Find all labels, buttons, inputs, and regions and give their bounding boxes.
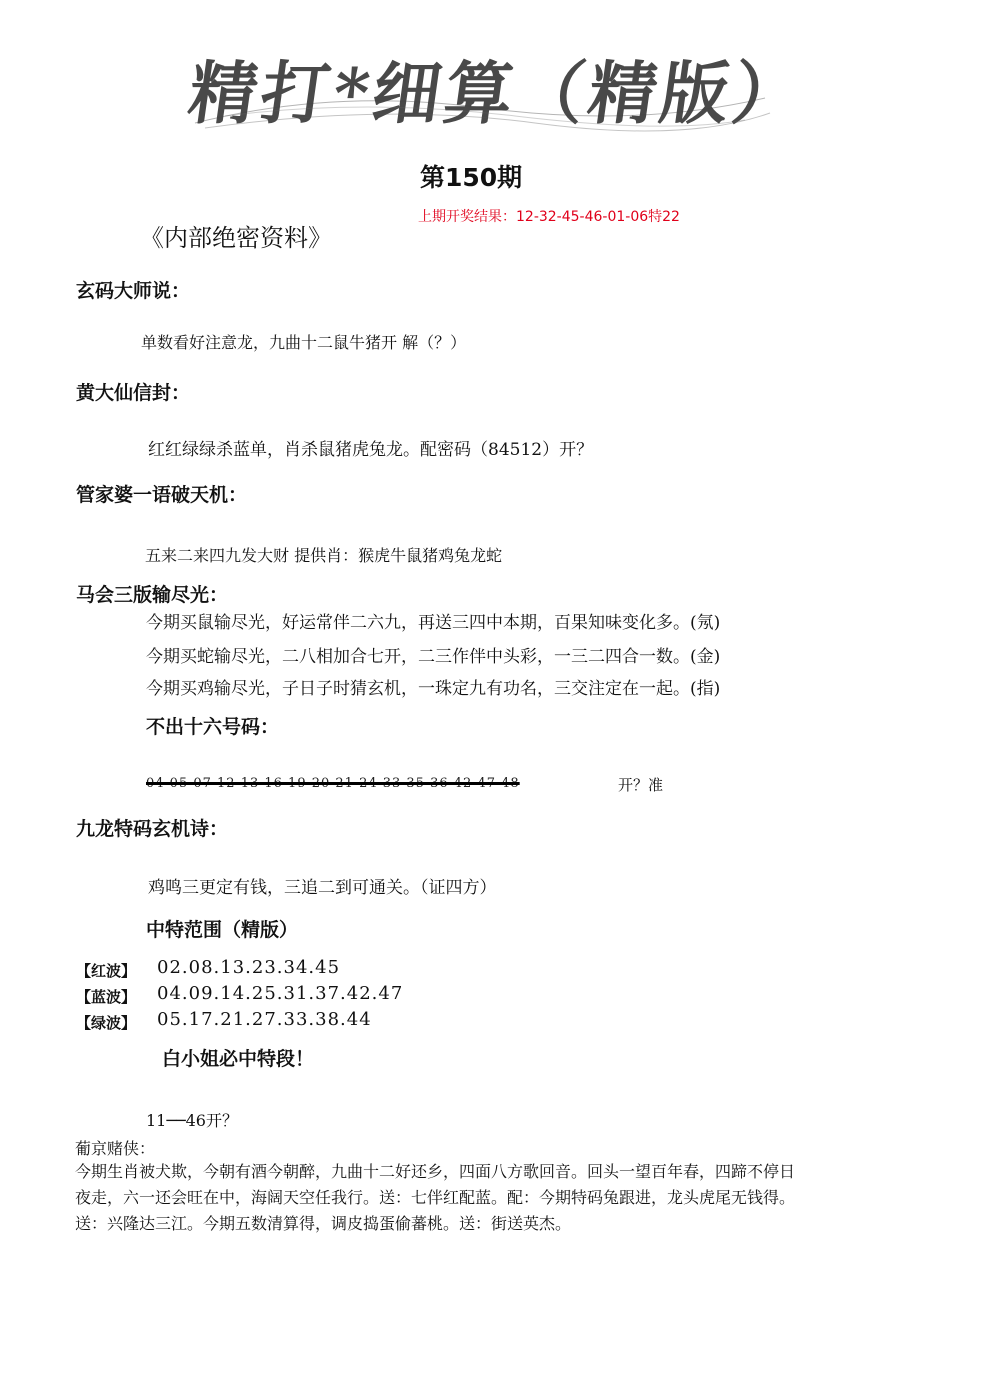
excluded-numbers: 04 05 07 12 13 16 19 20 21 24 33 35 36 42 47 48 bbox=[146, 776, 520, 791]
section-heading-fanwei: 中特范围（精版） bbox=[146, 919, 299, 941]
section-text-baixiaojie: 11──46开？ bbox=[146, 1111, 238, 1130]
wave-label-green: 【绿波】 bbox=[76, 1014, 137, 1032]
section-heading-mahui: 马会三版输尽光： bbox=[76, 584, 229, 606]
pujing-line: 夜走，六一还会旺在中，海阔天空任我行。送：七伴红配蓝。配：今期特码兔跟进，龙头虎尾无钱得。 bbox=[75, 1188, 796, 1207]
banner-scribble-decoration bbox=[185, 28, 775, 138]
section-heading-buchu: 不出十六号码： bbox=[146, 716, 280, 738]
section-heading-baixiaojie: 白小姐必中特段！ bbox=[162, 1048, 315, 1070]
pujing-line: 今期生肖被犬欺，今朝有酒今朝醉，九曲十二好还乡，四面八方歌回音。回头一望百年春，四蹄不停日 bbox=[75, 1162, 796, 1181]
wave-numbers-blue: 04.09.14.25.31.37.42.47 bbox=[157, 983, 404, 1004]
mahui-line: 今期买蛇输尽光，二八相加合七开，二三作伴中头彩，一三二四合一数。(金) bbox=[146, 647, 721, 667]
issue-number: 第150期 bbox=[420, 163, 523, 192]
section-text-huangdaxian: 红红绿绿杀蓝单，肖杀鼠猪虎兔龙。配密码（84512）开？ bbox=[148, 440, 594, 460]
document-title: 《内部绝密资料》 bbox=[140, 224, 332, 252]
section-heading-huangdaxian: 黄大仙信封： bbox=[76, 382, 191, 404]
section-text-jiulong: 鸡鸣三更定有钱，三追二到可通关。（证四方） bbox=[148, 878, 497, 898]
section-text-xuanma: 单数看好注意龙，九曲十二鼠牛猪开 解（？） bbox=[141, 333, 467, 352]
section-heading-xuanma: 玄码大师说： bbox=[76, 280, 191, 302]
excluded-numbers-tail: 开？准 bbox=[618, 776, 664, 794]
section-text-guanjiapo: 五来二来四九发大财 提供肖：猴虎牛鼠猪鸡兔龙蛇 bbox=[145, 546, 503, 565]
wave-label-blue: 【蓝波】 bbox=[76, 988, 137, 1006]
pujing-paragraph bbox=[75, 1159, 925, 1237]
wave-label-red: 【红波】 bbox=[76, 962, 137, 980]
last-draw-result: 上期开奖结果：12-32-45-46-01-06特22 bbox=[418, 209, 680, 225]
pujing-line: 送：兴隆达三江。今期五数清算得，调皮捣蛋偷蕃桃。送：街送英杰。 bbox=[75, 1214, 572, 1233]
banner-title: 精打*细算（精版） bbox=[183, 54, 811, 134]
wave-numbers-red: 02.08.13.23.34.45 bbox=[157, 957, 341, 978]
section-heading-pujing: 葡京赌侠： bbox=[75, 1139, 156, 1158]
mahui-line: 今期买鼠输尽光，好运常伴二六九，再送三四中本期，百果知味变化多。(氖) bbox=[146, 613, 721, 633]
mahui-line: 今期买鸡输尽光，子日子时猜玄机，一珠定九有功名，三交注定在一起。(指) bbox=[146, 679, 721, 699]
section-heading-jiulong: 九龙特码玄机诗： bbox=[76, 818, 229, 840]
section-heading-guanjiapo: 管家婆一语破天机： bbox=[76, 484, 248, 506]
wave-numbers-green: 05.17.21.27.33.38.44 bbox=[157, 1009, 372, 1030]
